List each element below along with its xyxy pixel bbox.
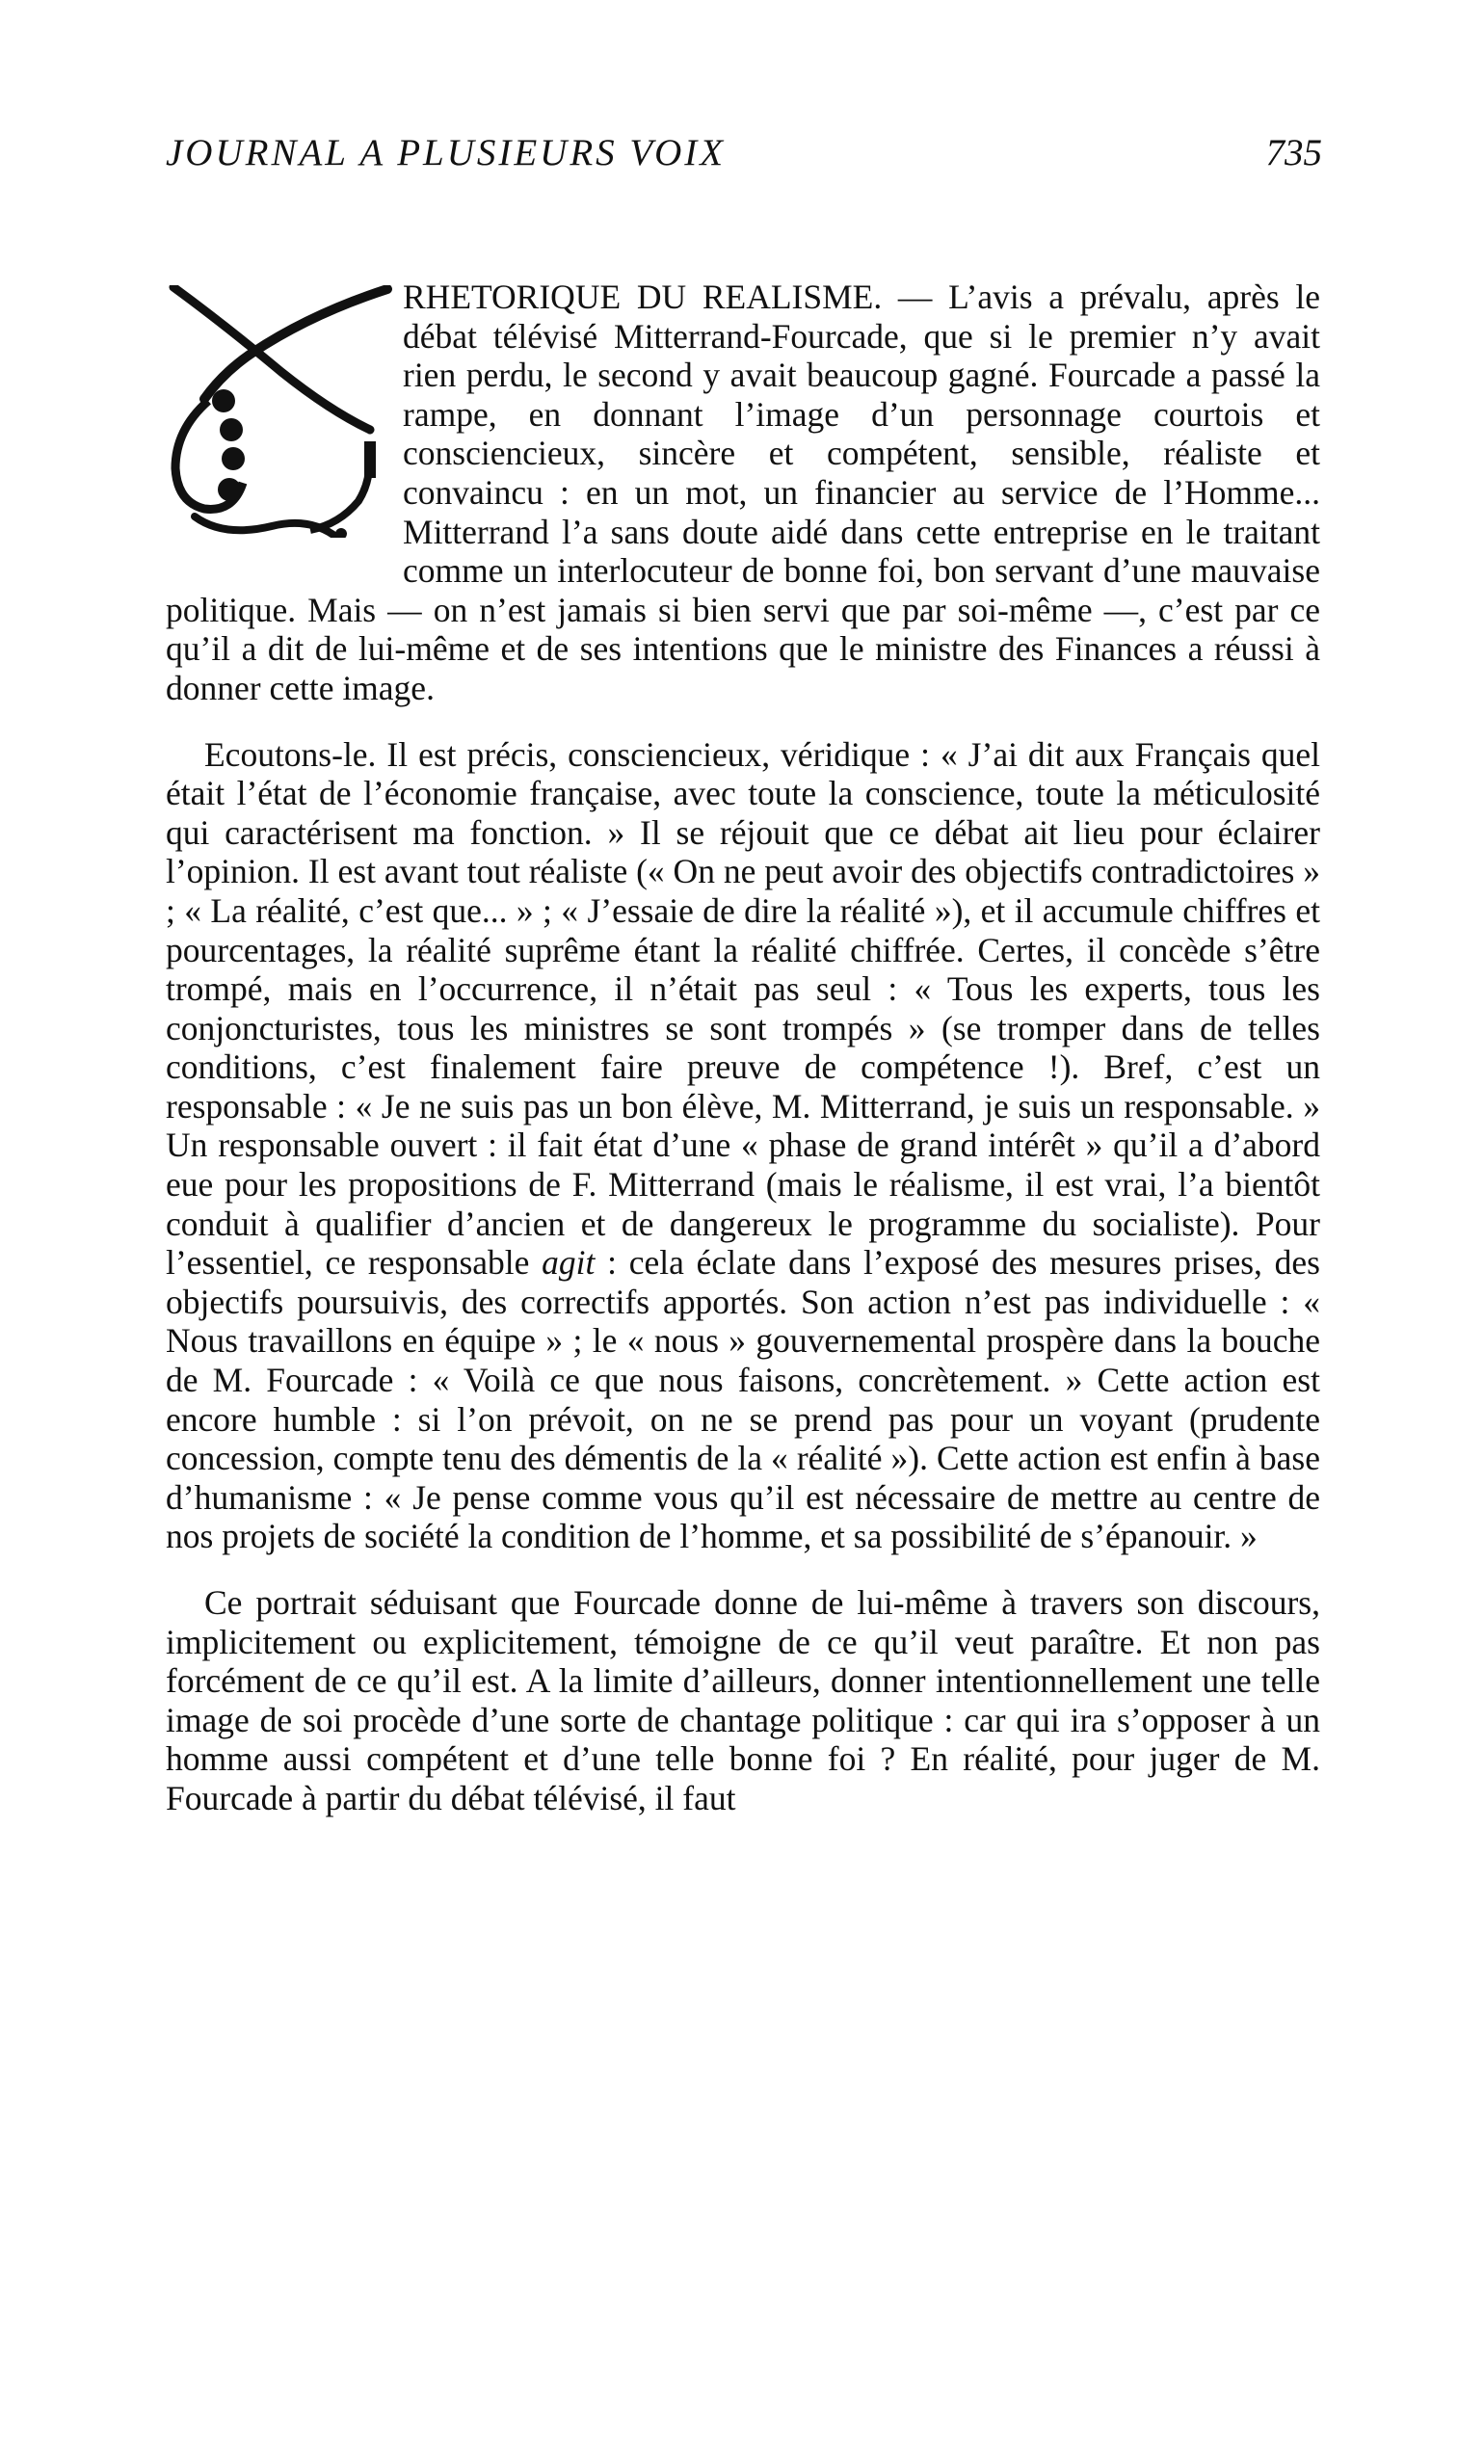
paragraph-1-text: — L’avis a prévalu, après le débat télévisé Mitterrand-Fourcade, que si le premier n’y avait rien perdu, le second y avait beaucoup gagné. Fourcade a passé la rampe, en donnant l’image d’un personnage courtois et consciencieux, sincère et compétent, sensible, réaliste et convaincu : en un mot, un financier au service de l’Homme... Mitterrand l’a sans doute aidé dans cette entreprise en le traitant comme un interlocuteur de bonne foi, bon servant d’une mauvaise politique. Mais — on n’est jamais si bien servi que par soi-même —, c’est par ce qu’il a dit de lui-même et de ses intentions que le ministre des Finances a réussi à donner cette image. bbox=[166, 278, 1320, 707]
page-number: 735 bbox=[1265, 132, 1322, 173]
article-body bbox=[166, 278, 1320, 1845]
ornament-spacer bbox=[166, 278, 403, 580]
paragraph-2-text-b: : cela éclate dans l’exposé des mesures prises, des objectifs poursuivis, des correctifs apportés. Son action n’est pas individuelle : « Nous travaillons en équipe » ; le « nous » gouvernemental prospère dans la bouche de M. Fourcade : « Voilà ce que nous faisons, concrètement. » Cette action est encore humble : si l’on prévoit, on ne se prend pas pour un voyant (prudente concession, compte tenu des démentis de la « réalité »). Cette action est enfin à base d’humanisme : « Je pense comme vous qu’il est nécessaire de mettre au centre de nos projets de société la condition de l’homme, et sa possibilité de s’épanouir. » bbox=[166, 1243, 1320, 1556]
running-title: JOURNAL A PLUSIEURS VOIX bbox=[166, 132, 727, 173]
section-heading: RHETORIQUE DU REALISME. bbox=[403, 278, 883, 316]
paragraph-2-text-a: Ecoutons-le. Il est précis, consciencieux, véridique : « J’ai dit aux Français quel était l’état de l’économie française, avec toute la conscience, toute la méticulosité qui caractérisent ma fonction. » Il se réjouit que ce débat ait lieu pour éclairer l’opinion. Il est avant tout réaliste (« On ne peut avoir des objectifs contradictoires » ; « La réalité, c’est que... » ; « J’essaie de dire la réalité »), et il accumule chiffres et pourcentages, la réalité suprême étant la réalité chiffrée. Certes, il concède s’être trompé, mais en l’occurrence, il n’était pas seul : « Tous les experts, tous les conjoncturistes, tous les ministres se sont trompés » (se tromper dans de telles conditions, c’est finalement faire preuve de compétence !). Bref, c’est un responsable : « Je ne suis pas un bon élève, M. Mitterrand, je suis un responsable. » Un responsable ouvert : il fait état d’une « phase de grand intérêt » qu’il a d’abord eue pour les propositions de F. Mitterrand (mais le réalisme, il est vrai, l’a bientôt conduit à qualifier d’ancien et de dangereux le programme du socialiste). Pour l’essentiel, ce responsable bbox=[166, 734, 1320, 1283]
emphasis-agit: agit bbox=[542, 1243, 596, 1283]
paragraph-3-text: Ce portrait séduisant que Fourcade donne de lui-même à travers son discours, implicitement ou explicitement, témoigne de ce qu’il veut paraître. Et non pas forcément de ce qu’il est. A la limite d’ailleurs, donner intentionnellement une telle image de soi procède d’une sorte de chantage politique : car qui ira s’opposer à un homme aussi compétent et d’une telle bonne foi ? En réalité, pour juger de M. Fourcade à partir du débat télévisé, il faut bbox=[166, 1583, 1320, 1817]
paragraph-2 bbox=[166, 735, 1320, 1556]
page-header bbox=[166, 131, 1322, 189]
paragraph-3 bbox=[166, 1583, 1320, 1818]
